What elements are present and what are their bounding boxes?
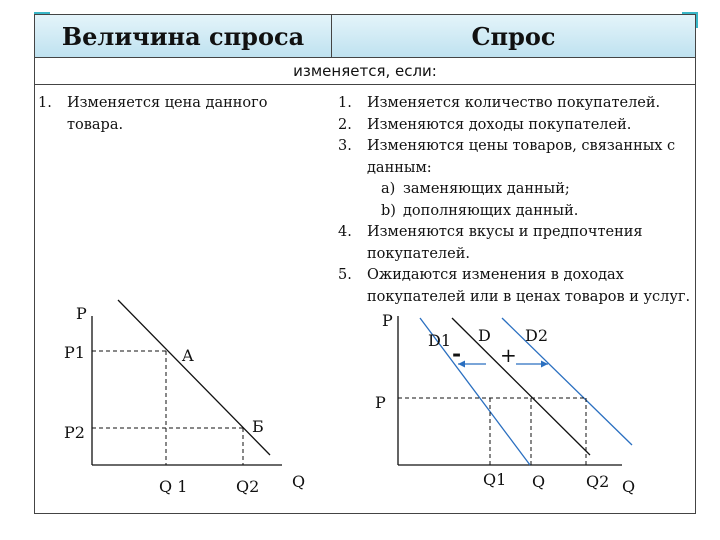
q1-label (159, 477, 187, 496)
left-graph (64, 300, 305, 496)
subtitle-text: изменяется, если: (293, 62, 437, 80)
d1-label: D1 (428, 331, 452, 350)
left-p-axis-label: P (76, 304, 87, 323)
list-number: 5. (338, 267, 352, 283)
left-q-axis-label: Q (292, 472, 306, 491)
header-left-title: Величина спроса (61, 21, 305, 51)
right-q-label: Q (532, 472, 546, 491)
list-text: Ожидаются изменения в доходах покупателей или в ценах товаров и услуг. (367, 267, 691, 305)
right-q2-label: Q2 (586, 472, 610, 491)
d2-label: D2 (525, 326, 549, 345)
list-text: Изменяются доходы покупателей. (367, 116, 632, 133)
point-a-label: A (182, 346, 194, 365)
sublist-letter: a) (381, 181, 396, 197)
right-p-axis-label: P (382, 311, 393, 330)
d-label: D (478, 326, 491, 345)
q1-label-text: Q 1 (159, 477, 188, 496)
list-text: Изменяется количество покупателей. (367, 95, 661, 111)
minus-sign: - (452, 341, 462, 367)
list-text: Изменяются вкусы и предпочтения покупателей. (367, 224, 643, 262)
header-right-title: Спрос (471, 21, 556, 51)
list-text: Изменяются цены товаров, связанных с данным: (367, 138, 676, 176)
plus-sign: + (500, 343, 517, 367)
p1-label: P1 (64, 343, 85, 362)
sublist-text: заменяющих данный; (403, 181, 570, 197)
list-number: 1. (338, 95, 352, 111)
sublist-letter: b) (381, 202, 396, 219)
p2-label: P2 (64, 423, 85, 442)
right-p-mid-label: P (375, 393, 386, 412)
right-q-axis-label: Q (622, 477, 636, 496)
list-number: 2. (338, 116, 352, 133)
q2-label: Q2 (236, 477, 260, 496)
list-number: 1. (38, 95, 52, 111)
point-b-label: Б (252, 417, 264, 436)
demand-curve-d2 (502, 318, 632, 445)
right-graph (375, 311, 635, 496)
demand-curve-d (452, 318, 590, 455)
sublist-text: дополняющих данный. (403, 202, 579, 219)
list-number: 4. (338, 224, 352, 240)
right-q1-label: Q1 (483, 470, 507, 489)
list-text: Изменяется цена данного товара. (67, 95, 268, 133)
list-number: 3. (338, 138, 352, 154)
demand-curve (118, 300, 270, 455)
